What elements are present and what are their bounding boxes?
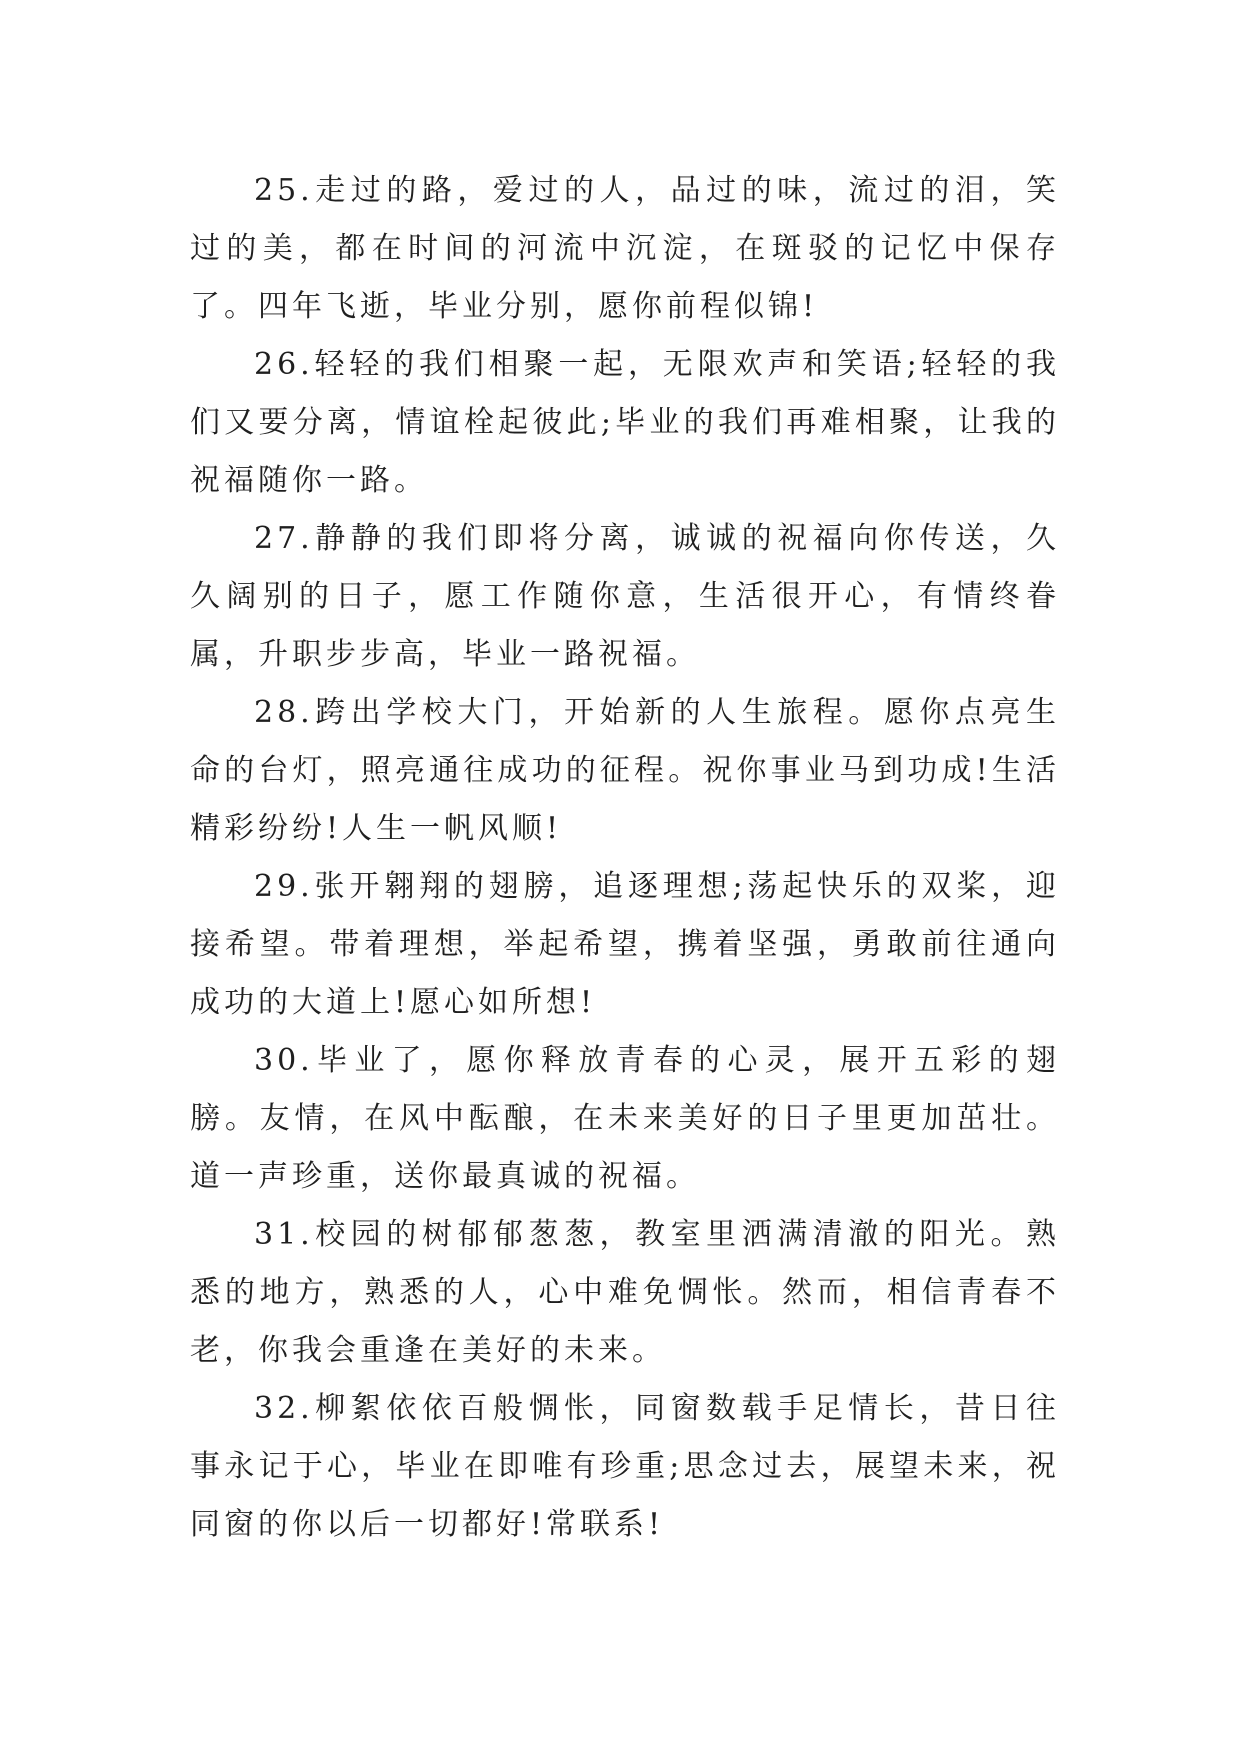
paragraph-27: 27.静静的我们即将分离，诚诚的祝福向你传送，久久阔别的日子，愿工作随你意，生活很开心，有情终眷属，升职步步高，毕业一路祝福。 bbox=[190, 521, 1060, 672]
paragraph-28: 28.跨出学校大门，开始新的人生旅程。愿你点亮生命的台灯，照亮通往成功的征程。祝你事业马到功成!生活精彩纷纷!人生一帆风顺! bbox=[190, 695, 1060, 846]
paragraph-32: 32.柳絮依依百般惆怅，同窗数载手足情长，昔日往事永记于心，毕业在即唯有珍重;思念过去，展望未来，祝同窗的你以后一切都好!常联系! bbox=[190, 1391, 1060, 1542]
paragraph-31: 31.校园的树郁郁葱葱，教室里洒满清澈的阳光。熟悉的地方，熟悉的人，心中难免惆怅。然而，相信青春不老，你我会重逢在美好的未来。 bbox=[190, 1217, 1060, 1368]
paragraph-29: 29.张开翱翔的翅膀，追逐理想;荡起快乐的双桨，迎接希望。带着理想，举起希望，携着坚强，勇敢前往通向成功的大道上!愿心如所想! bbox=[190, 869, 1060, 1020]
paragraph-30: 30.毕业了，愿你释放青春的心灵，展开五彩的翅膀。友情，在风中酝酿，在未来美好的日子里更加茁壮。道一声珍重，送你最真诚的祝福。 bbox=[190, 1043, 1060, 1194]
paragraph-25: 25.走过的路，爱过的人，品过的味，流过的泪，笑过的美，都在时间的河流中沉淀，在斑驳的记忆中保存了。四年飞逝，毕业分别，愿你前程似锦! bbox=[190, 173, 1060, 324]
paragraph-26: 26.轻轻的我们相聚一起，无限欢声和笑语;轻轻的我们又要分离，情谊栓起彼此;毕业的我们再难相聚，让我的祝福随你一路。 bbox=[190, 347, 1060, 498]
document-body bbox=[190, 162, 1060, 1554]
